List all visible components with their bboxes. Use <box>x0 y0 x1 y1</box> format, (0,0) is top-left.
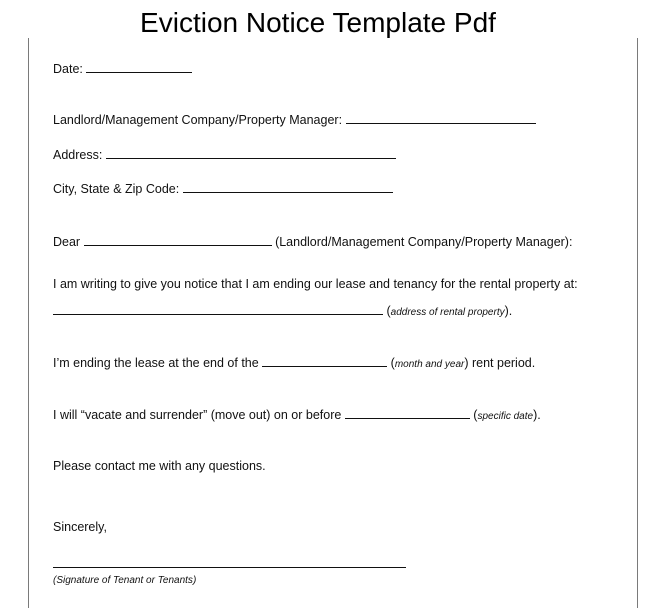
signature-line[interactable] <box>53 567 406 568</box>
month-hint: month and year <box>394 359 465 370</box>
vacate-text: I will “vacate and surrender” (move out) on or before <box>53 408 342 422</box>
ending-suffix: ) rent period. <box>464 356 536 370</box>
landlord-blank[interactable] <box>346 111 536 124</box>
vacate-date-blank[interactable] <box>345 406 470 419</box>
closing-text: Sincerely, <box>53 520 107 534</box>
landlord-row <box>53 111 536 128</box>
dear-row <box>53 233 572 250</box>
dear-suffix: (Landlord/Management Company/Property Manager): <box>275 235 573 249</box>
signature-hint: Signature of Tenant or Tenants <box>56 575 193 586</box>
address-hint: address of rental property <box>390 307 505 318</box>
date-row <box>53 60 192 77</box>
date-label: Date: <box>53 62 83 76</box>
rental-address-row <box>53 302 512 321</box>
ending-row: I’m ending the lease at the end of the (month and year) rent period. <box>53 356 536 370</box>
address-row <box>53 146 396 163</box>
dear-label: Dear <box>53 235 81 249</box>
rental-address-blank[interactable] <box>53 302 383 315</box>
contact-text: Please contact me with any questions. <box>53 459 266 473</box>
document-page <box>28 38 638 608</box>
address-label: Address: <box>53 148 103 162</box>
month-blank[interactable] <box>262 354 387 367</box>
signature-hint-row: (Signature of Tenant or Tenants) <box>53 575 197 586</box>
dear-blank[interactable] <box>84 233 272 246</box>
address-blank[interactable] <box>106 146 396 159</box>
date-blank[interactable] <box>86 60 192 73</box>
city-blank[interactable] <box>183 180 393 193</box>
address-hint-close: ). <box>504 304 513 318</box>
city-label: City, State & Zip Code: <box>53 182 180 196</box>
address-hint-open: ( <box>386 304 391 318</box>
date-hint: specific date <box>477 411 534 422</box>
city-row <box>53 180 393 197</box>
page-title: Eviction Notice Template Pdf <box>140 7 496 38</box>
vacate-row: I will “vacate and surrender” (move out) on or before (specific date). <box>53 408 541 422</box>
ending-text: I’m ending the lease at the end of the <box>53 356 259 370</box>
landlord-label: Landlord/Management Company/Property Manager: <box>53 113 343 127</box>
notice-text: I am writing to give you notice that I am ending our lease and tenancy for the rental property at: <box>53 277 578 291</box>
date-hint-close: ). <box>533 408 541 422</box>
